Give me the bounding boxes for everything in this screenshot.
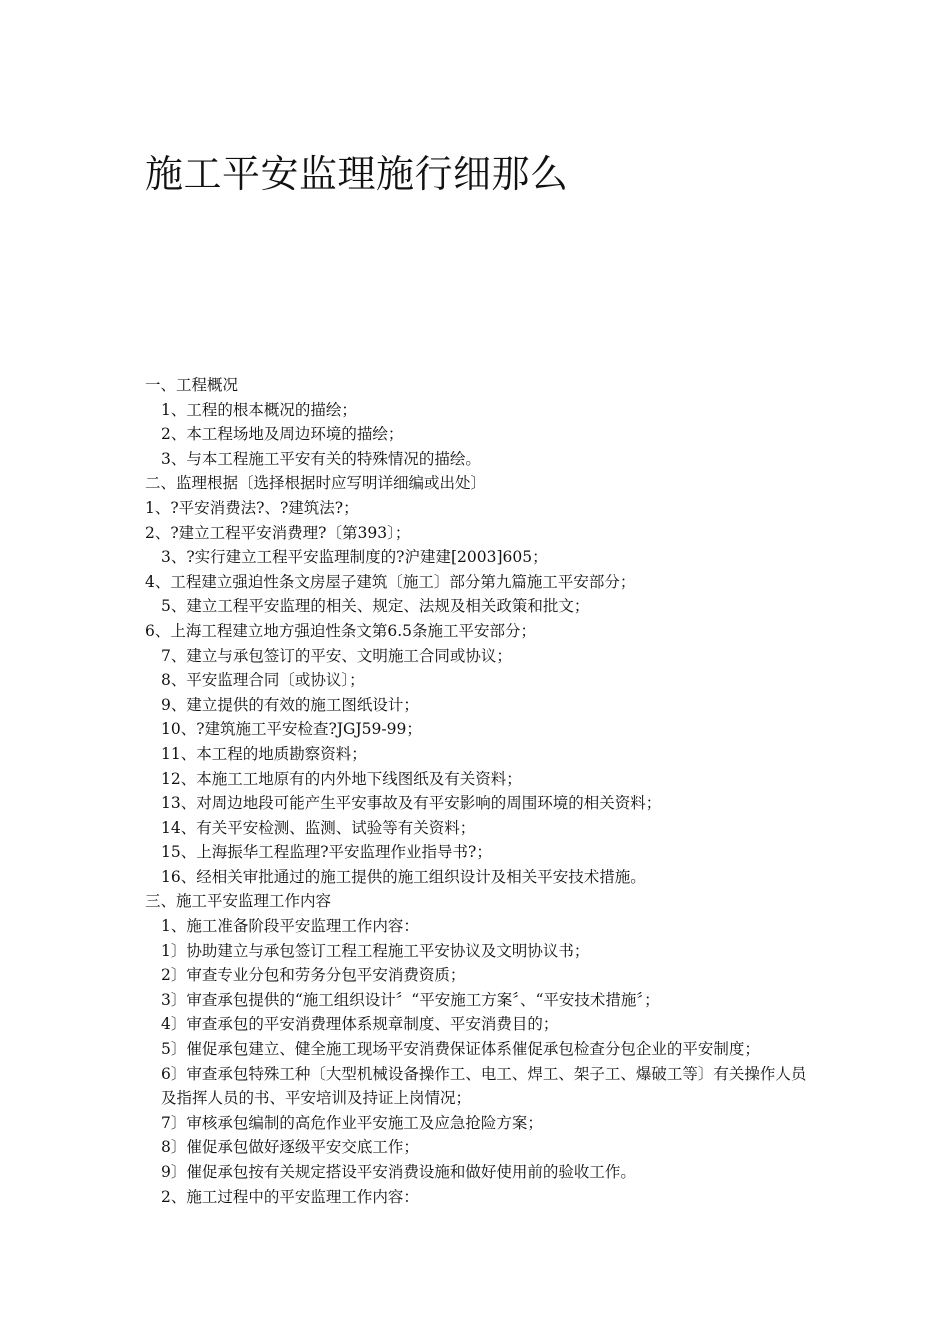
paragraph-line: 11、本工程的地质勘察资料； bbox=[161, 744, 367, 763]
paragraph-line: 2、?建立工程平安消费理?〔第393〕； bbox=[145, 523, 411, 542]
paragraph-line: 一、工程概况 bbox=[145, 376, 239, 394]
paragraph-line: 6、上海工程建立地方强迫性条文第6.5条施工平安部分； bbox=[145, 621, 537, 640]
paragraph-line: 3〕审查承包提供的“施工组织设计〞“平安施工方案〞、“平安技术措施〞； bbox=[161, 990, 660, 1009]
document-title: 施工平安监理施行细那么 bbox=[145, 152, 569, 196]
paragraph-line: 7〕审核承包编制的高危作业平安施工及应急抢险方案； bbox=[161, 1113, 543, 1132]
paragraph-line: 4〕审查承包的平安消费理体系规章制度、平安消费目的； bbox=[161, 1015, 559, 1034]
paragraph-line: 2、本工程场地及周边环境的描绘； bbox=[161, 425, 404, 444]
paragraph-line: 6〕审查承包特殊工种〔大型机械设备操作工、电工、焊工、架子工、爆破工等〕有关操作人员及指挥人员的书、平安培训及持证上岗情况； bbox=[161, 1064, 807, 1108]
paragraph-line: 10、?建筑施工平安检查?JGJ59-99； bbox=[161, 720, 422, 739]
paragraph-line: 1〕协助建立与承包签订工程工程施工平安协议及文明协议书； bbox=[161, 941, 590, 960]
paragraph-line: 2〕审查专业分包和劳务分包平安消费资质； bbox=[161, 966, 466, 985]
paragraph-line: 8、平安监理合同〔或协议〕； bbox=[161, 671, 365, 690]
paragraph-line: 三、施工平安监理工作内容 bbox=[145, 892, 332, 911]
paragraph-line: 1、工程的根本概况的描绘； bbox=[161, 400, 357, 419]
paragraph-line: 3、?实行建立工程平安监理制度的?沪建建[2003]605； bbox=[161, 548, 548, 567]
paragraph-line: 5〕催促承包建立、健全施工现场平安消费保证体系催促承包检查分包企业的平安制度； bbox=[161, 1040, 760, 1059]
document-body bbox=[145, 373, 810, 1209]
paragraph-line: 9〕催促承包按有关规定搭设平安消费设施和做好使用前的验收工作。 bbox=[161, 1163, 636, 1181]
paragraph-line: 1、施工准备阶段平安监理工作内容： bbox=[161, 917, 419, 936]
paragraph-line: 14、有关平安检测、监测、试验等有关资料； bbox=[161, 818, 476, 837]
paragraph-line: 12、本施工工地原有的内外地下线图纸及有关资料； bbox=[161, 769, 522, 788]
paragraph-line: 9、建立提供的有效的施工图纸设计； bbox=[161, 695, 419, 714]
paragraph-line: 13、对周边地段可能产生平安事故及有平安影响的周围环境的相关资料； bbox=[161, 794, 662, 813]
paragraph-line: 2、施工过程中的平安监理工作内容： bbox=[161, 1187, 419, 1206]
paragraph-line: 16、经相关审批通过的施工提供的施工组织设计及相关平安技术措施。 bbox=[161, 867, 646, 886]
paragraph-line: 15、上海振华工程监理?平安监理作业指导书?； bbox=[161, 843, 492, 862]
paragraph-line: 二、监理根据〔选择根据时应写明详细编或出处〕 bbox=[145, 474, 487, 493]
paragraph-line: 5、建立工程平安监理的相关、规定、法规及相关政策和批文； bbox=[161, 597, 590, 616]
paragraph-line: 8〕催促承包做好逐级平安交底工作； bbox=[161, 1138, 419, 1157]
paragraph-line: 3、与本工程施工平安有关的特殊情况的描绘。 bbox=[161, 449, 481, 468]
paragraph-line: 4、工程建立强迫性条文房屋子建筑〔施工〕部分第九篇施工平安部分； bbox=[145, 572, 636, 591]
paragraph-line: 7、建立与承包签订的平安、文明施工合同或协议； bbox=[161, 646, 512, 665]
paragraph-line: 1、?平安消费法?、?建筑法?； bbox=[145, 498, 359, 517]
